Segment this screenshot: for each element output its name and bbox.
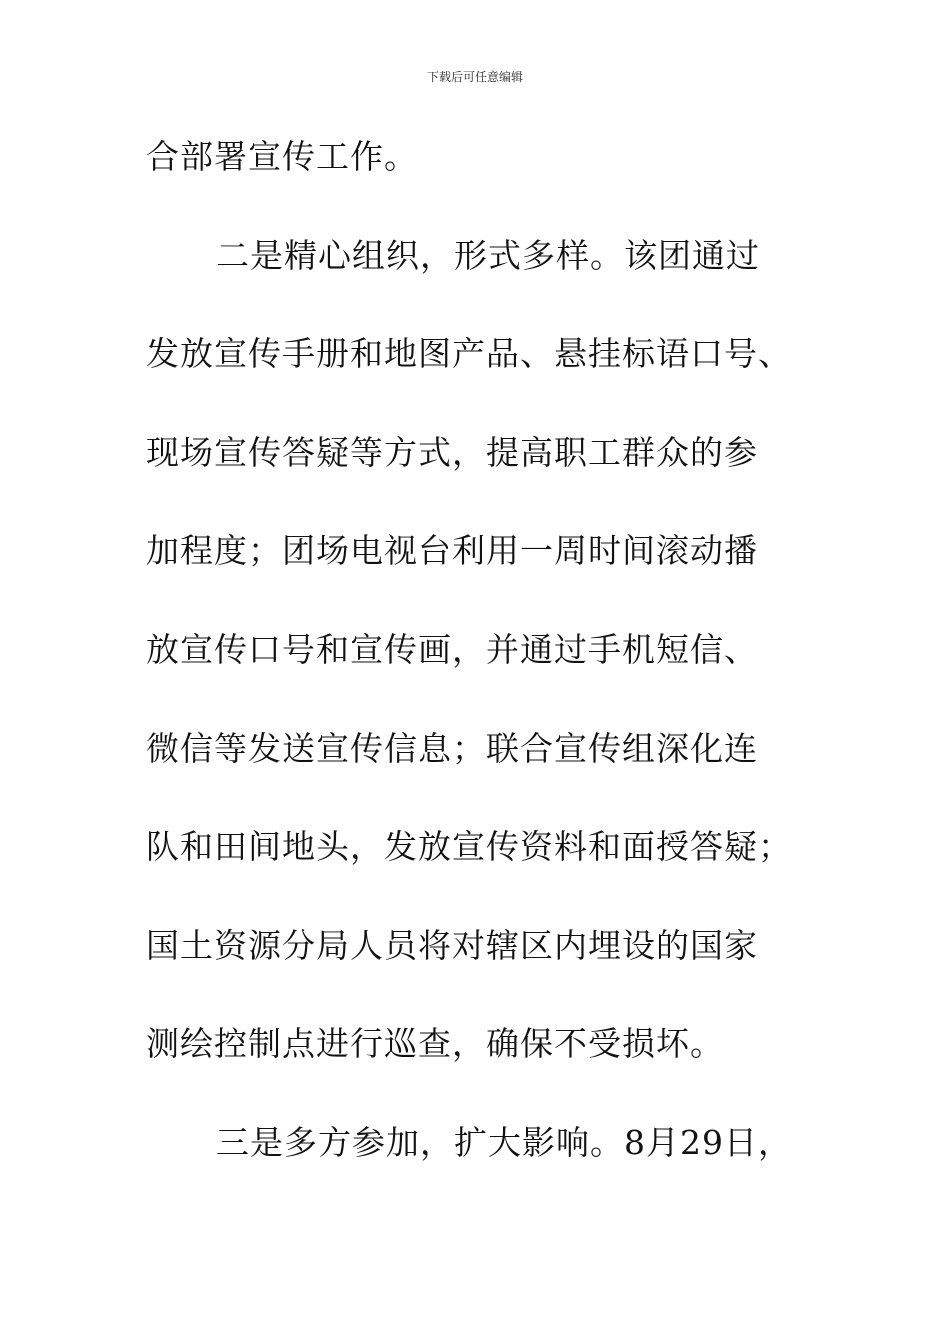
page-header-note: 下载后可任意编辑 <box>426 70 523 84</box>
text-line: 合部署宣传工作。 <box>146 137 418 176</box>
text-line: 队和田间地头，发放宣传资料和面授答疑； <box>146 827 792 867</box>
text-line: 微信等发送宣传信息；联合宣传组深化连 <box>146 728 758 768</box>
text-line: 加程度；团场电视台利用一周时间滚动播 <box>146 531 758 571</box>
text-line: 测绘控制点进行巡查，确保不受损坏。 <box>146 1024 724 1064</box>
text-line: 国土资源分局人员将对辖区内埋设的国家 <box>146 925 758 965</box>
text-line: 放宣传口号和宣传画，并通过手机短信、 <box>146 629 758 669</box>
paragraph-start-line: 二是精心组织，形式多样。该团通过 <box>216 235 760 275</box>
paragraph-start-line: 三是多方参加，扩大影响。8月29日， <box>216 1122 792 1162</box>
document-body <box>146 108 826 1193</box>
text-line: 现场宣传答疑等方式，提高职工群众的参 <box>146 432 758 472</box>
text-line: 发放宣传手册和地图产品、悬挂标语口号、 <box>146 334 792 374</box>
